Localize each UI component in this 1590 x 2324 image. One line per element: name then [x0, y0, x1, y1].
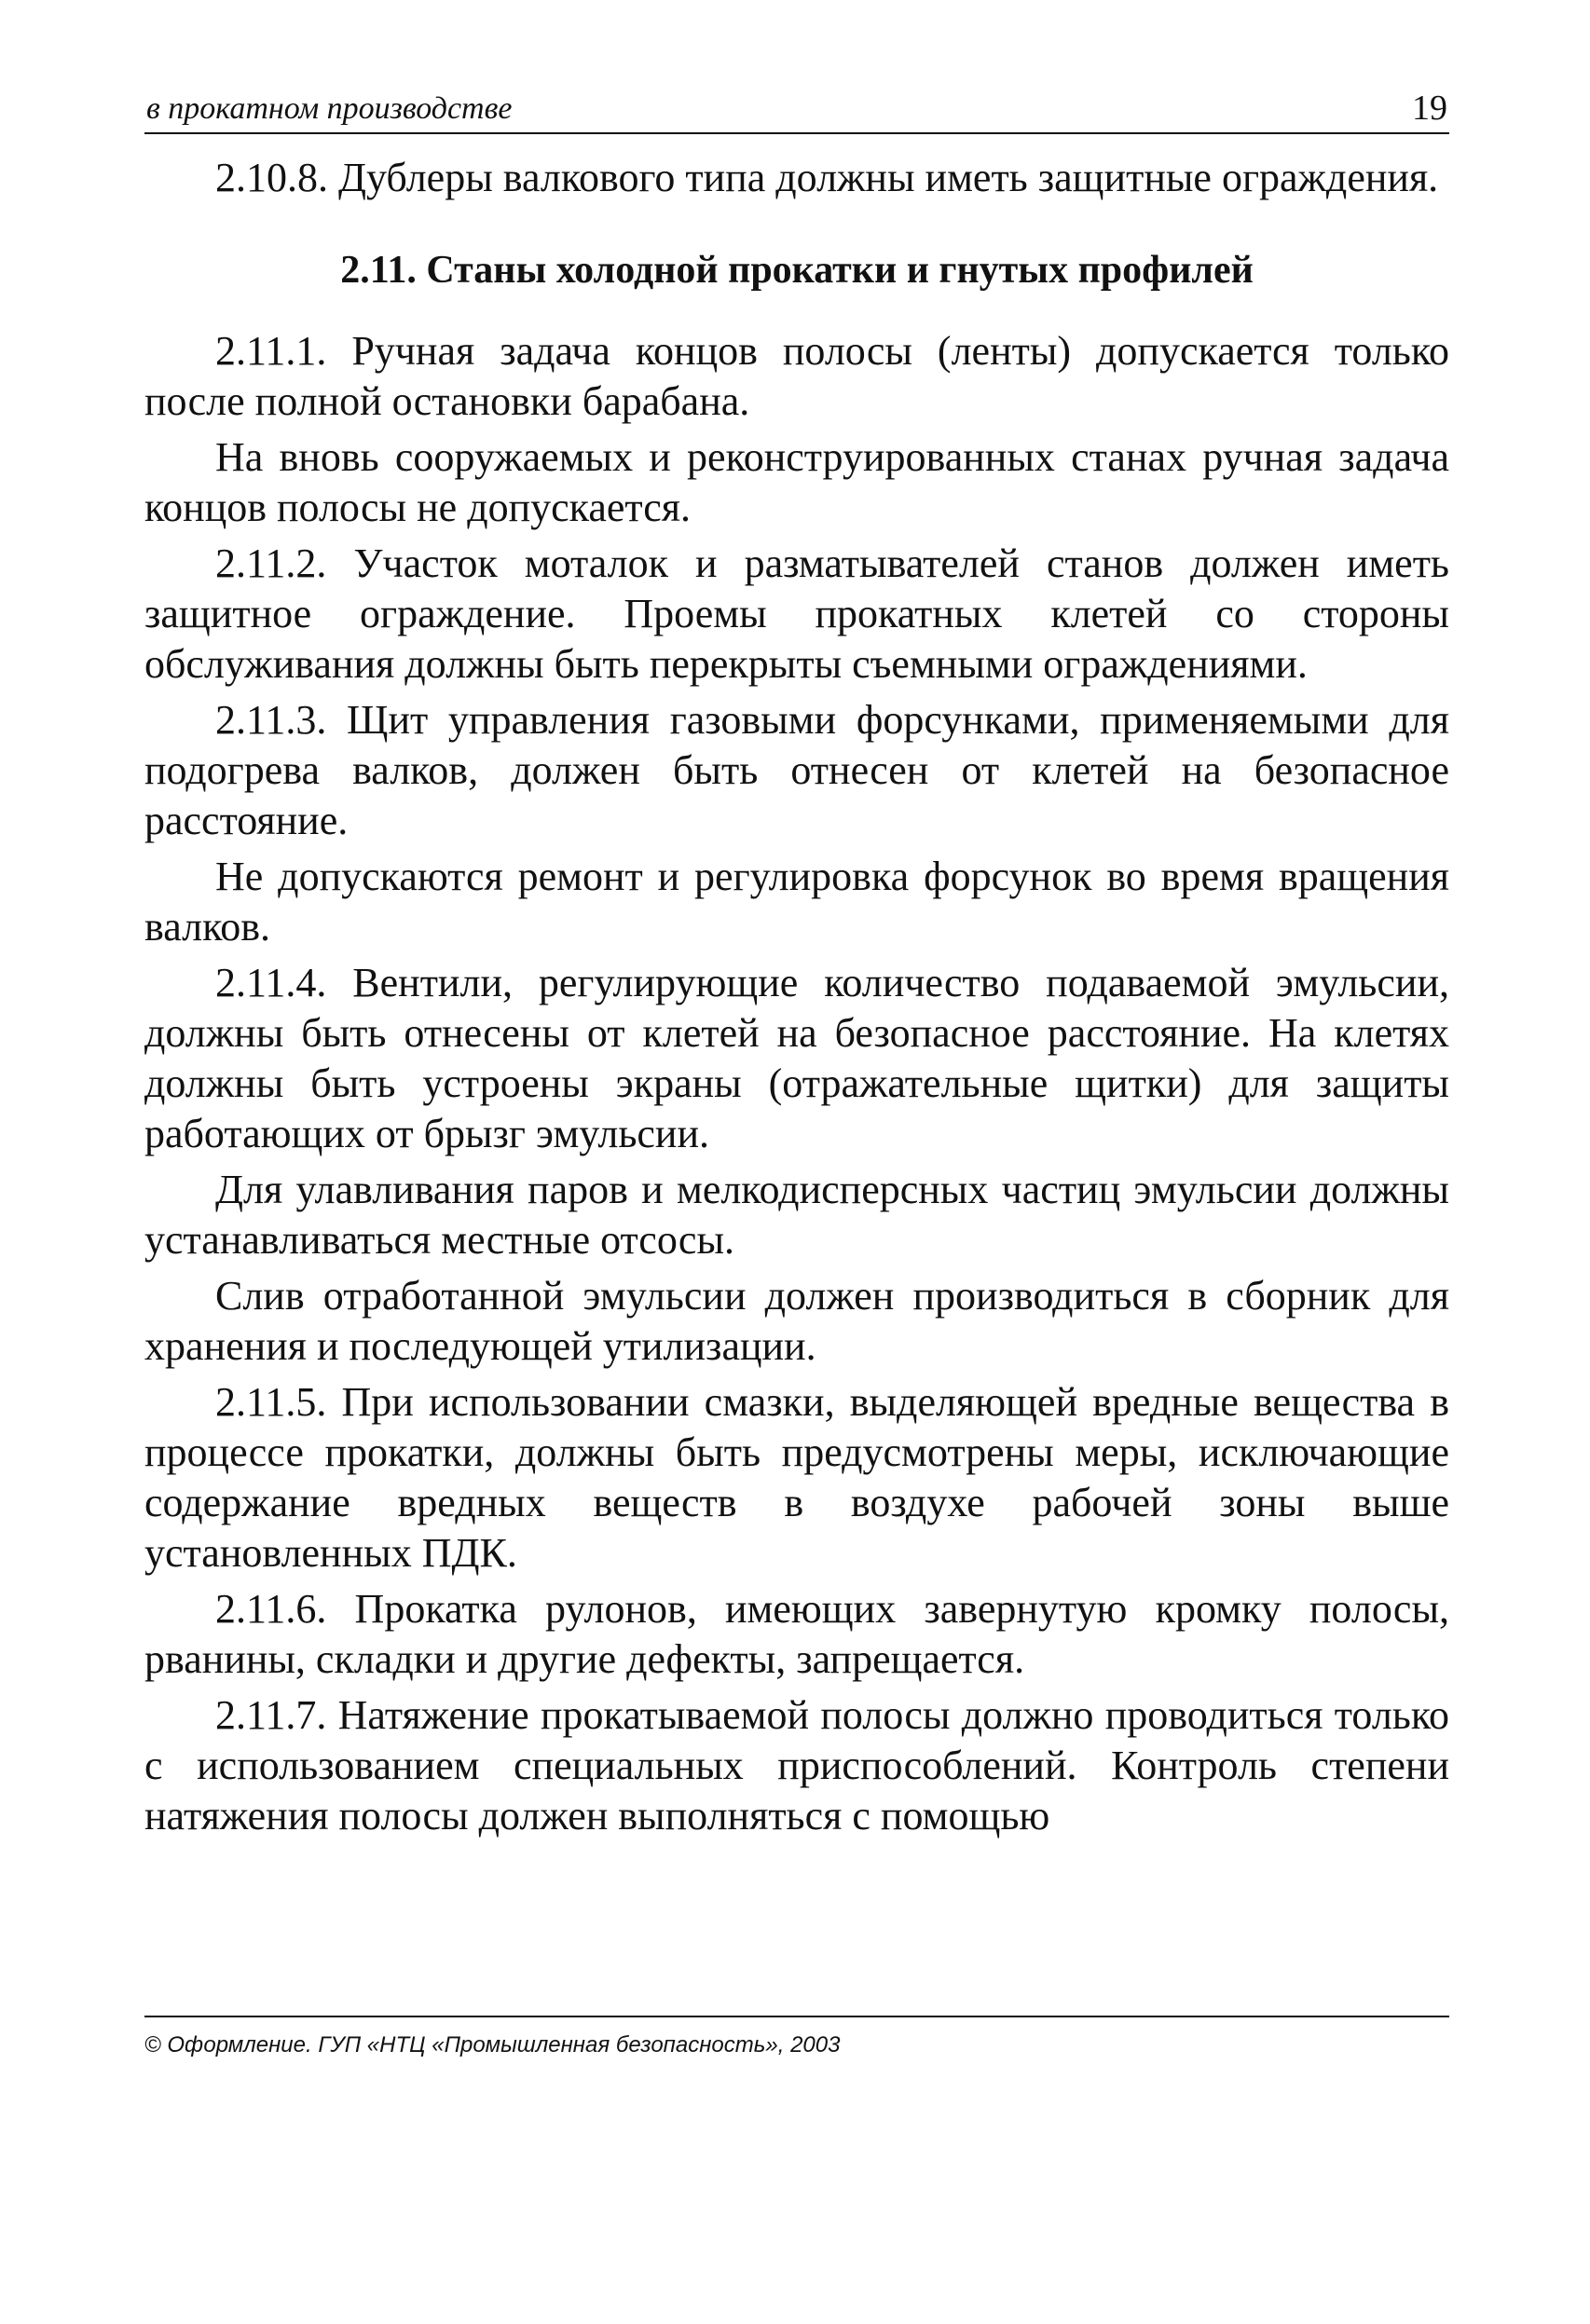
paragraph: Не допускаются ремонт и регулировка форсунок во время вращения валков. [144, 854, 1449, 950]
running-header-title: в прокатном производстве [146, 91, 513, 126]
copyright-notice: © Оформление. ГУП «НТЦ «Промышленная безопасность», 2003 [144, 2032, 841, 2057]
page [144, 82, 1449, 1847]
running-header [144, 82, 1449, 134]
paragraph-2-11-2: 2.11.2. Участок моталок и разматывателей станов должен иметь защитное ограждение. Проемы прокатных клетей со стороны обслуживания должны быть перекрыты съемными ограждениями. [144, 540, 1449, 687]
page-number: 19 [1412, 89, 1447, 128]
paragraph: Слив отработанной эмульсии должен производиться в сборник для хранения и последующей утилизации. [144, 1273, 1449, 1369]
paragraph: Для улавливания паров и мелкодисперсных частиц эмульсии должны устанавливаться местные отсосы. [144, 1167, 1449, 1263]
section-heading: 2.11. Станы холодной прокатки и гнутых профилей [340, 249, 1254, 292]
paragraph-2-11-5: 2.11.5. При использовании смазки, выделяющей вредные вещества в процессе прокатки, должны быть предусмотрены меры, исключающие содержание вредных веществ в воздухе рабочей зоны выше установленных ПДК. [144, 1379, 1449, 1576]
page-footer [144, 2016, 1449, 2058]
paragraph: На вновь сооружаемых и реконструированных станах ручная задача концов полосы не допускается. [144, 434, 1449, 530]
paragraph-2-11-6: 2.11.6. Прокатка рулонов, имеющих завернутую кромку полосы, рванины, складки и другие дефекты, запрещается. [144, 1586, 1449, 1682]
paragraph-2-10-8: 2.10.8. Дублеры валкового типа должны иметь защитные ограждения. [215, 155, 1439, 200]
paragraph-2-11-1: 2.11.1. Ручная задача концов полосы (ленты) допускается только после полной остановки барабана. [144, 328, 1449, 424]
paragraph-2-11-4: 2.11.4. Вентили, регулирующие количество подаваемой эмульсии, должны быть отнесены от клетей на безопасное расстояние. На клетях должны быть устроены экраны (отражательные щитки) для защиты работающих от брызг эмульсии. [144, 960, 1449, 1156]
body-text [144, 153, 1449, 1841]
paragraph-2-11-3: 2.11.3. Щит управления газовыми форсунками, применяемыми для подогрева валков, должен быть отнесен от клетей на безопасное расстояние. [144, 697, 1449, 843]
paragraph-2-11-7: 2.11.7. Натяжение прокатываемой полосы должно проводиться только с использованием специальных приспособлений. Контроль степени натяжения полосы должен выполняться с помощью [144, 1692, 1449, 1839]
